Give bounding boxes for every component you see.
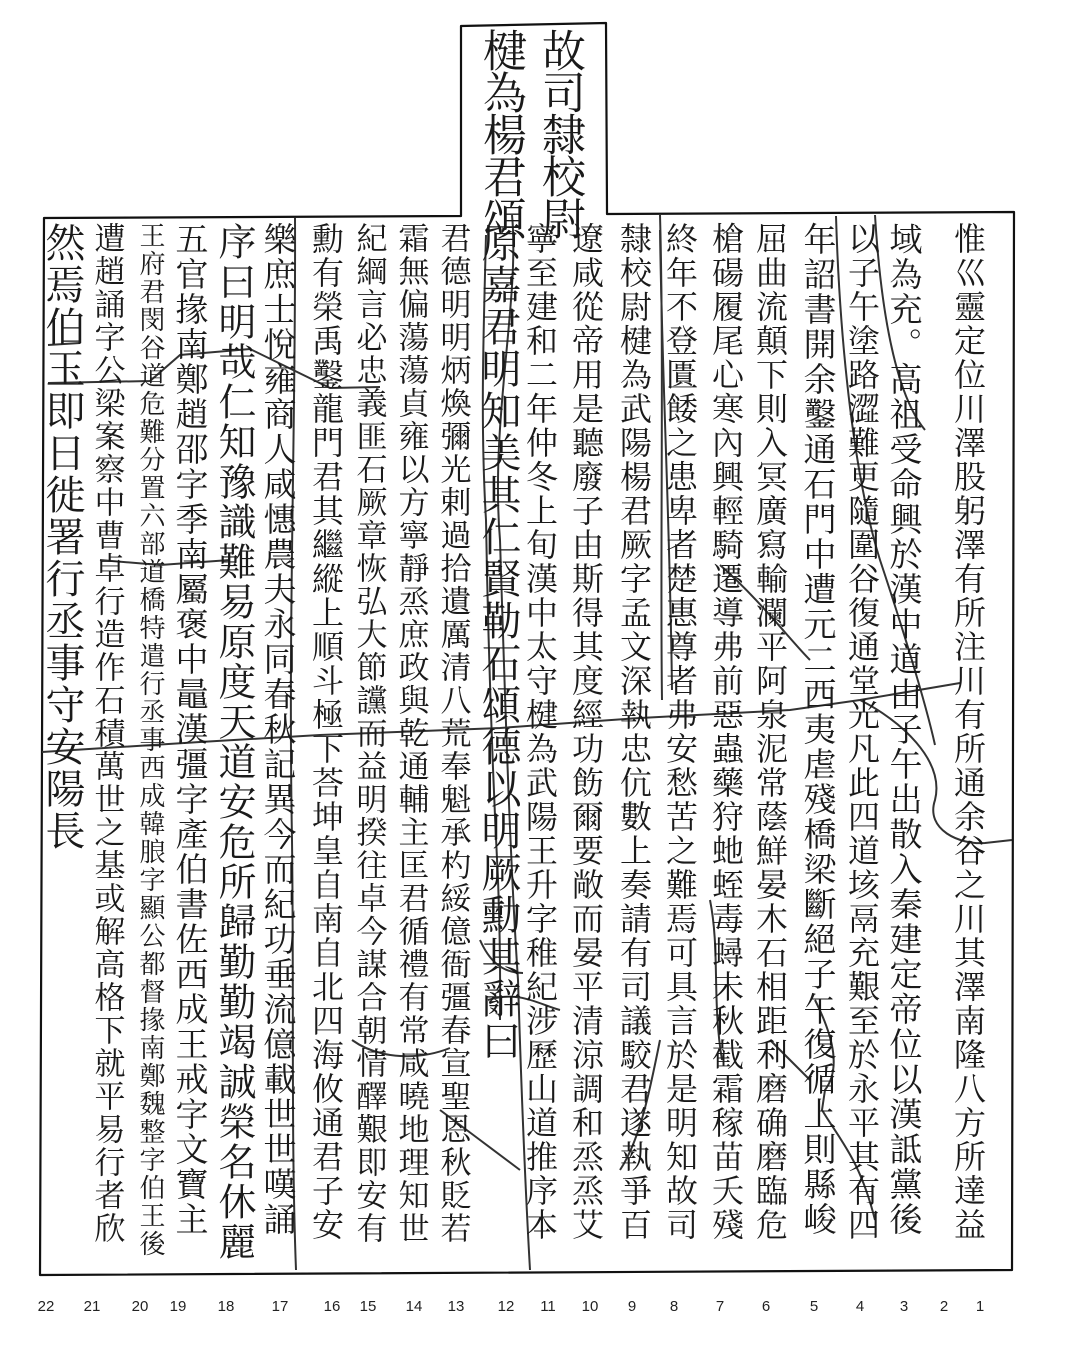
inscription-column-7: 槍碭履尾心寒內興輕騎遷導弗前惡蟲藥狩虵蛭毒蟳未秋截霜稼苗夭殘 <box>707 222 745 1242</box>
column-number-10: 10 <box>581 1298 599 1315</box>
column-number-13: 13 <box>447 1298 465 1315</box>
column-number-9: 9 <box>627 1298 637 1315</box>
inscription-column-1: 惟巛靈定位川澤股躬澤有所注川有所通余谷之川其澤南隆八方所達益 <box>949 222 987 1242</box>
inscription-column-6: 屈曲流顛下則入冥廣寫輸瀾平阿泉泥常蔭鮮晏木石相距利磨确磨臨危 <box>751 222 789 1242</box>
column-number-5: 5 <box>809 1298 819 1315</box>
inscription-column-9: 隸校尉楗為武陽楊君厥字孟文深執忠伉數上奏請有司議駮君遂執爭百 <box>615 222 653 1242</box>
column-number-22: 22 <box>37 1298 55 1315</box>
column-number-12: 12 <box>497 1298 515 1315</box>
inscription-column-11: 寧至建和二年仲冬上旬漢中太守楗為武陽王升字稚紀涉歷山道推序本 <box>521 222 559 1242</box>
column-number-6: 6 <box>761 1298 771 1315</box>
inscription-column-5: 年詔書開余鑿通石門中遭元二西夷虐殘橋梁斷絕子午復循上則縣峻 <box>798 222 838 1237</box>
inscription-column-3: 域為充。高祖受命興於漢中道由子午出散入秦建定帝位以漢詆黨後 <box>884 222 924 1237</box>
inscription-column-13: 君德明明炳煥彌光剌過拾遺厲清八荒奉魁承杓綏億衙彊春宣聖恩秋貶若 <box>434 222 471 1245</box>
inscription-column-16: 勳有榮禹鑿龍門君其繼縱上順斗極下荅坤皇自南自北四海攸通君子安 <box>307 222 345 1242</box>
title-line-2: 楗為楊君頌 <box>475 28 526 238</box>
inscription-column-22: 然焉伯玉即日徙署行丞事守安陽長 <box>39 222 85 852</box>
column-number-7: 7 <box>715 1298 725 1315</box>
inscription-column-14: 霜無偏蕩蕩貞雍以方寧靜烝庶政與乾通輔主匡君循禮有常咸曉地理知世 <box>392 222 429 1245</box>
inscription-column-10: 遼咸從帝用是聽廢子由斯得其度經功飭爾要敞而晏平清涼調和烝烝艾 <box>567 222 605 1242</box>
column-number-18: 18 <box>217 1298 235 1315</box>
column-number-11: 11 <box>540 1298 556 1315</box>
inscription-column-19: 五官掾南鄭趙邵字季南屬褒中鼂漢彊字產伯書佐西成王戒字文寶主 <box>170 222 210 1237</box>
title-line-1: 故司隸校尉 <box>534 28 585 238</box>
inscription-column-17: 樂庶士悅雍商人咸憓農夫永同春秋記異今而紀功垂流億載世世嘆誦 <box>258 222 298 1237</box>
inscription-column-18: 序曰明哉仁知豫識難易原度天道安危所歸勤勤竭誠榮名休麗 <box>212 222 256 1262</box>
column-number-21: 21 <box>83 1298 101 1315</box>
column-number-20: 20 <box>131 1298 149 1315</box>
column-number-8: 8 <box>669 1298 679 1315</box>
column-number-15: 15 <box>359 1298 377 1315</box>
inscription-column-15: 紀綱言必忠義匪石厥章恢弘大節讜而益明揆往卓今謀合朝情醳艱即安有 <box>350 222 387 1245</box>
inscription-column-20: 王府君閔谷道危難分置六部道橋特遣行丞事西成韓朖字顯公都督掾南鄭魏整字伯王後 <box>135 222 165 1258</box>
inscription-column-21: 遭趙誦字公梁案察中曹卓行造作石積萬世之基或解高格下就平易行者欣 <box>88 222 125 1245</box>
column-number-3: 3 <box>899 1298 909 1315</box>
column-number-17: 17 <box>271 1298 289 1315</box>
column-number-4: 4 <box>855 1298 865 1315</box>
column-number-19: 19 <box>169 1298 187 1315</box>
inscription-column-12: 原嘉君明知美其仁賢勒石頌德以明厥勳其辭曰 <box>475 222 521 1062</box>
column-number-14: 14 <box>405 1298 423 1315</box>
column-number-2: 2 <box>939 1298 949 1315</box>
inscription-column-4: 以子午塗路澀難更隨圍谷復通堂光凡此四道垓鬲充艱至於永平其有四 <box>843 222 881 1242</box>
inscription-column-8: 終年不登匱餧之患卑者楚惠尊者弗安愁苦之難焉可具言於是明知故司 <box>661 222 699 1242</box>
column-number-1: 1 <box>975 1298 985 1315</box>
column-number-16: 16 <box>323 1298 341 1315</box>
